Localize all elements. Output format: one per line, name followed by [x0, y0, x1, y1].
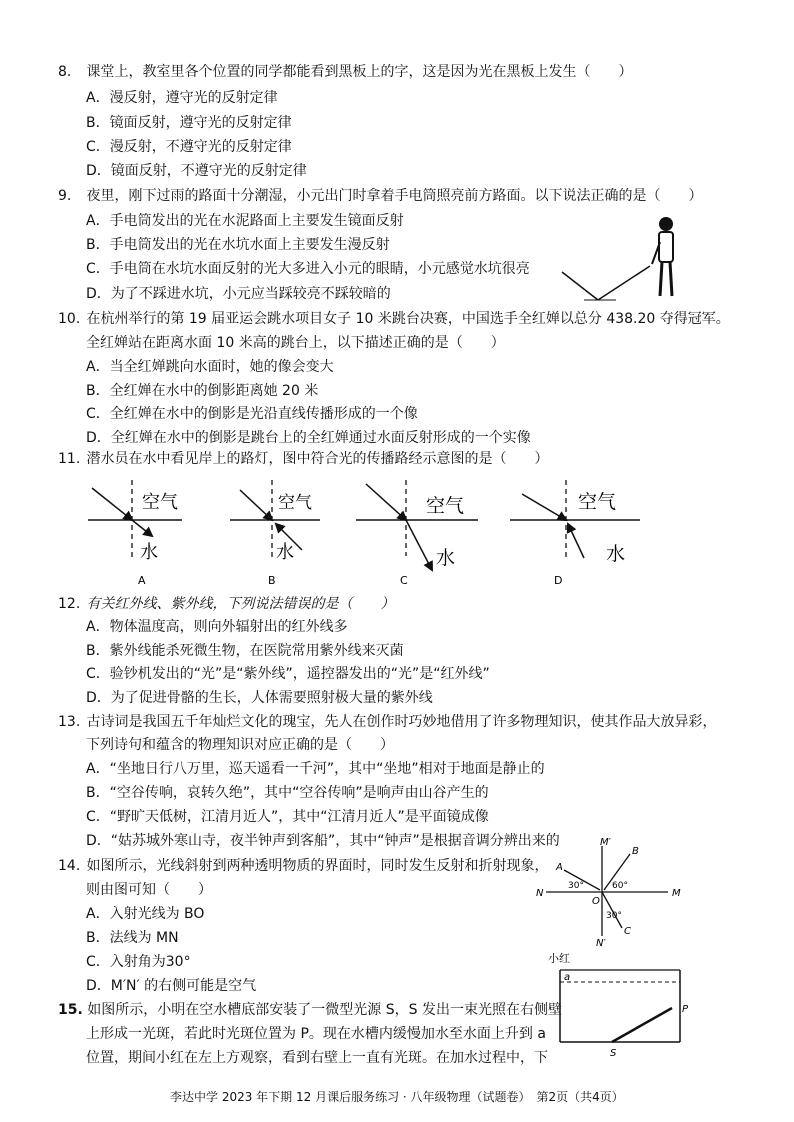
- question-9: [58, 186, 702, 206]
- option-a: A．手电筒发出的光在水泥路面上主要发生镜面反射: [86, 213, 404, 229]
- option-c: C．入射角为30°: [86, 954, 191, 970]
- person-leg-icon: [670, 262, 672, 296]
- question-number: 11.: [58, 451, 81, 467]
- ray-oc: [602, 892, 622, 928]
- page-footer: 李达中学 2023 年下期 12 月课后服务练习 · 八年级物理（试题卷） 第2页（共4页）: [170, 1090, 624, 1104]
- option-label: A: [138, 574, 146, 586]
- flashlight-figure: [556, 212, 686, 312]
- water-label: 水: [606, 543, 626, 565]
- option-d: D．全红婵在水中的倒影是跳台上的全红婵通过水面反射形成的一个实像: [86, 430, 531, 446]
- option-label: C: [400, 574, 408, 586]
- option-a: A．物体温度高，则向外辐射出的红外线多: [86, 619, 348, 635]
- angle-30-bottom-label: 30°: [606, 911, 622, 921]
- question-number: 9.: [58, 188, 72, 204]
- label-a: a: [564, 972, 571, 983]
- diagram-c: [356, 480, 478, 586]
- light-beam: [612, 1008, 672, 1042]
- option-d: D．“姑苏城外寒山寺，夜半钟声到客船”，其中“钟声”是根据音调分辨出来的: [86, 833, 560, 849]
- option-a: A．当全红婵跳向水面时，她的像会变大: [86, 359, 334, 375]
- diagram-b: [230, 480, 320, 586]
- question-stem: 课堂上，教室里各个位置的同学都能看到黑板上的字，这是因为光在黑板上发生（ ）: [86, 64, 633, 80]
- person-head-icon: [659, 217, 673, 231]
- option-b: B．法线为 MN: [86, 930, 179, 946]
- option-b: B．“空谷传响，哀转久绝”，其中“空谷传响”是响声由山谷产生的: [86, 785, 489, 801]
- label-p: P: [682, 1004, 689, 1015]
- question-15: [58, 1000, 562, 1020]
- question-number: 12.: [58, 596, 81, 612]
- option-b: B．镜面反射，遵守光的反射定律: [86, 115, 292, 131]
- question-stem: 夜里，刚下过雨的路面十分潮湿，小元出门时拿着手电筒照亮前方路面。以下说法正确的是（ ）: [86, 188, 703, 204]
- question-stem: 有关红外线、紫外线，下列说法错误的是（ ）: [86, 596, 395, 612]
- label-n-prime: N′: [596, 938, 606, 949]
- question-stem: 如图所示，光线斜射到两种透明物质的界面时，同时发生反射和折射现象，: [86, 858, 549, 874]
- air-label: 空气: [426, 495, 465, 517]
- option-a: A．“坐地日行八万里，巡天遥看一千河”，其中“坐地”相对于地面是静止的: [86, 761, 545, 777]
- question-12: [58, 594, 394, 614]
- water-label: 水: [436, 547, 456, 569]
- question-number: 15.: [58, 1002, 83, 1018]
- question-number: 13.: [58, 714, 81, 730]
- question-8: [58, 62, 632, 82]
- angle-30-label: 30°: [568, 881, 584, 891]
- person-leg-icon: [660, 262, 662, 296]
- reflected-ray: [562, 272, 598, 300]
- option-d: D．镜面反射，不遵守光的反射定律: [86, 163, 307, 179]
- question-10: [58, 309, 730, 329]
- option-c: C．验钞机发出的“光”是“紫外线”，遥控器发出的“光”是“红外线”: [86, 666, 490, 682]
- option-c: C．“野旷天低树，江清月近人”，其中“江清月近人”是平面镜成像: [86, 809, 489, 825]
- reflection-refraction-figure: [530, 838, 710, 950]
- option-label: B: [268, 574, 276, 586]
- diagram-a: [88, 480, 182, 586]
- option-a: A．入射光线为 BO: [86, 906, 205, 922]
- question-stem: 如图所示，小明在空水槽底部安装了一微型光源 S，S 发出一束光照在右侧壁: [87, 1002, 562, 1018]
- refraction-diagrams: [80, 476, 680, 586]
- person-body-icon: [659, 232, 673, 262]
- option-b: B．全红婵在水中的倒影距离她 20 米: [86, 383, 319, 399]
- question-number: 8.: [58, 64, 72, 80]
- air-label: 空气: [278, 493, 312, 513]
- air-label: 空气: [578, 491, 617, 513]
- question-stem-continued: 下列诗句和蕴含的物理知识对应正确的是（ ）: [86, 737, 394, 753]
- option-d: D．M′N′ 的右侧可能是空气: [86, 978, 257, 994]
- question-13: [58, 712, 716, 732]
- label-m: M: [672, 888, 681, 899]
- question-14: [58, 856, 548, 876]
- diagram-d: [510, 480, 640, 586]
- water-label: 水: [276, 542, 294, 563]
- question-stem-continued: 全红婵站在距离水面 10 米高的跳台上，以下描述正确的是（ ）: [86, 335, 505, 351]
- question-11: [58, 449, 548, 469]
- label-o: O: [592, 896, 600, 907]
- option-c: C．手电筒在水坑水面反射的光大多进入小元的眼睛，小元感觉水坑很亮: [86, 261, 530, 277]
- label-s: S: [610, 1048, 617, 1059]
- option-a: A．漫反射，遵守光的反射定律: [86, 90, 278, 106]
- question-number: 14.: [58, 858, 81, 874]
- question-stem-continued: 位置，期间小红在左上方观察，看到右壁上一直有光斑。在加水过程中，下: [86, 1050, 548, 1066]
- label-a: A: [556, 862, 563, 873]
- question-stem-continued: 则由图可知（ ）: [86, 882, 212, 898]
- water-label: 水: [140, 542, 158, 563]
- option-b: B．手电筒发出的光在水坑水面上主要发生漫反射: [86, 237, 390, 253]
- question-stem: 潜水员在水中看见岸上的路灯，图中符合光的传播路经示意图的是（ ）: [86, 451, 549, 467]
- question-stem: 古诗词是我国五千年灿烂文化的瑰宝，先人在创作时巧妙地借用了许多物理知识，使其作品大放异彩，: [86, 714, 717, 730]
- label-c: C: [624, 926, 631, 937]
- label-n: N: [536, 888, 544, 899]
- question-number: 10.: [58, 311, 81, 327]
- option-d: D．为了不踩进水坑，小元应当踩较亮不踩较暗的: [86, 286, 391, 302]
- question-stem-continued: 上形成一光斑，若此时光斑位置为 P。现在水槽内缓慢加水至水面上升到 a: [86, 1026, 546, 1042]
- person-label: 小红: [548, 952, 570, 965]
- option-b: B．紫外线能杀死微生物，在医院常用紫外线来灭菌: [86, 643, 404, 659]
- label-m-prime: M′: [600, 838, 611, 848]
- light-ray: [598, 266, 650, 300]
- option-d: D．为了促进骨骼的生长，人体需要照射极大量的紫外线: [86, 690, 433, 706]
- water-tank-figure: [540, 950, 700, 1060]
- question-stem: 在杭州举行的第 19 届亚运会跳水项目女子 10 米跳台决赛，中国选手全红婵以总分 438.20 夺得冠军。: [86, 311, 730, 327]
- option-label: D: [554, 574, 563, 586]
- label-b: B: [632, 846, 639, 857]
- air-label: 空气: [142, 492, 178, 513]
- option-c: C．全红婵在水中的倒影是光沿直线传播形成的一个像: [86, 406, 418, 422]
- angle-60-label: 60°: [612, 881, 628, 891]
- option-c: C．漫反射，不遵守光的反射定律: [86, 139, 292, 155]
